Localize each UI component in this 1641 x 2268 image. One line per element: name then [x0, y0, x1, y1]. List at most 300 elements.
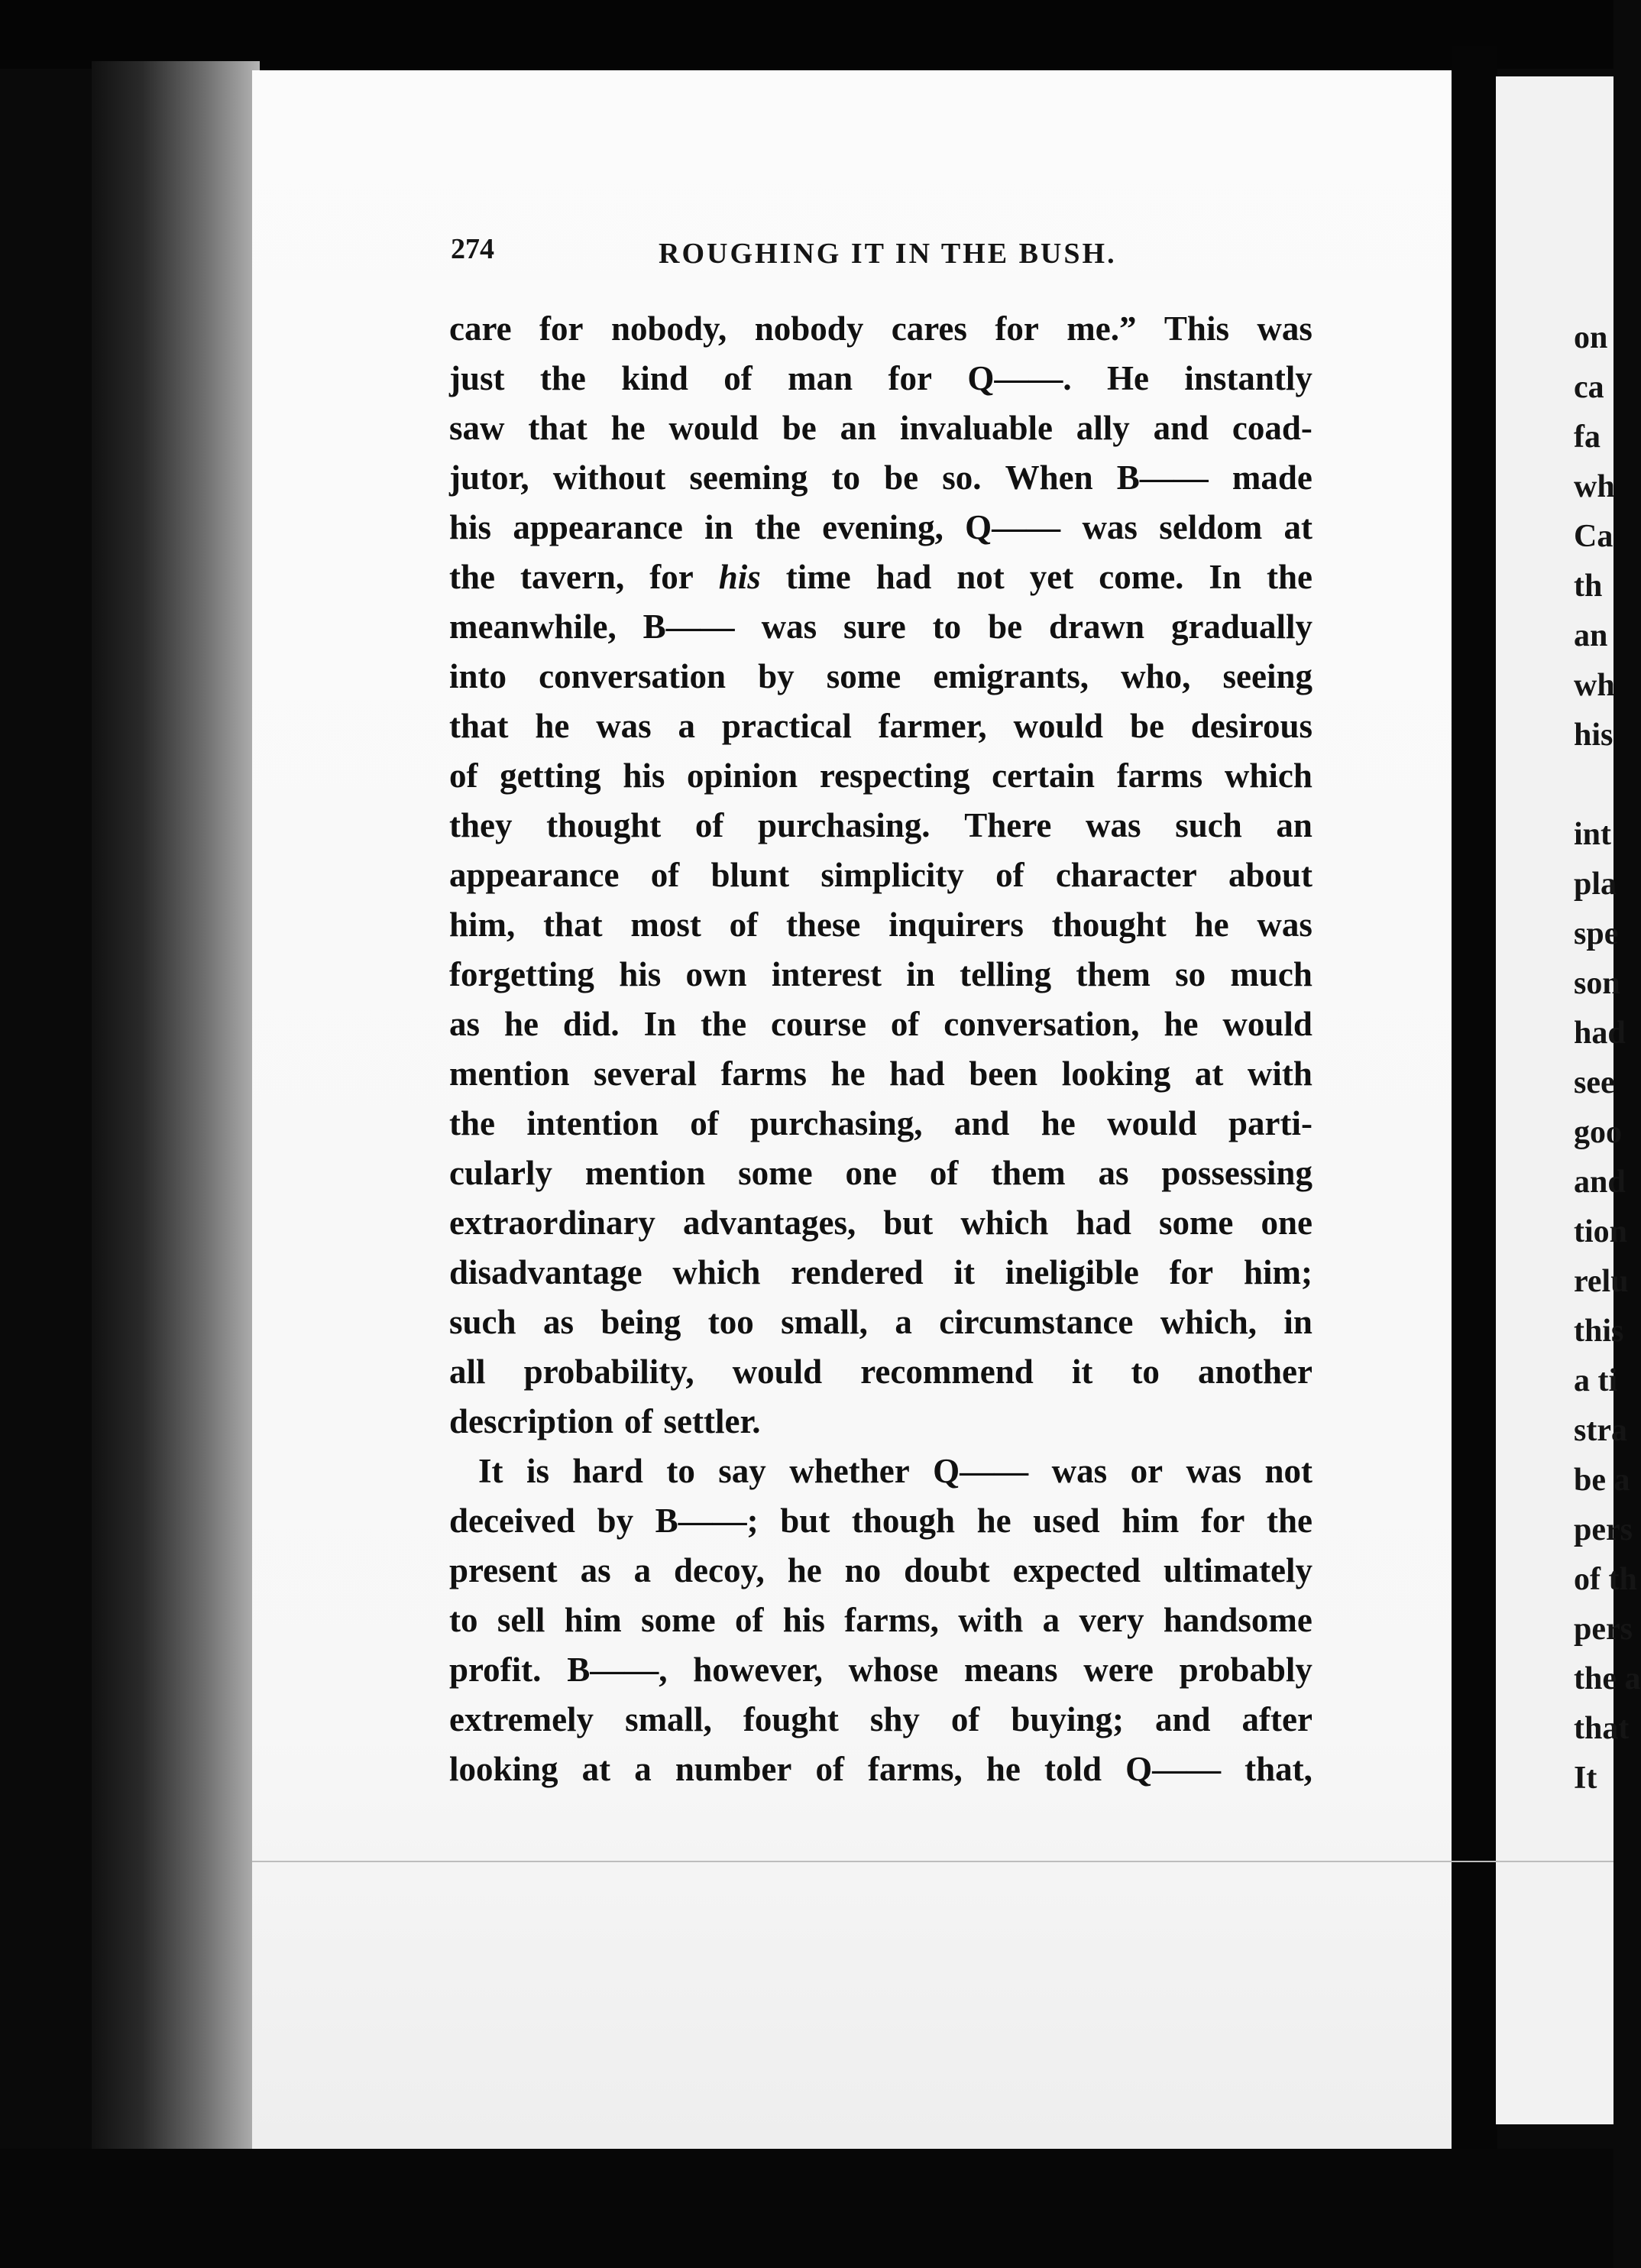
word: it: [1071, 1353, 1093, 1391]
text-line: [449, 304, 1312, 354]
word: was: [1186, 1452, 1241, 1490]
word: instantly: [1184, 359, 1312, 397]
facing-page-fragment: Ca: [1574, 519, 1613, 554]
word: that: [528, 409, 587, 447]
word: is: [526, 1452, 549, 1490]
text-line: [449, 354, 1312, 403]
word: B——: [642, 608, 735, 646]
scan-border-top: [0, 0, 1613, 69]
word: purchasing,: [750, 1104, 923, 1142]
word: me.”: [1066, 309, 1137, 348]
word: be: [782, 409, 817, 447]
word: however,: [693, 1651, 823, 1689]
word: had: [1076, 1204, 1131, 1242]
word: whether: [789, 1452, 910, 1490]
word: farms,: [844, 1601, 939, 1639]
word: B——: [1116, 458, 1209, 497]
word: who,: [1121, 657, 1191, 695]
text-line: [449, 1248, 1312, 1298]
word: would: [668, 409, 759, 447]
word: him: [564, 1601, 622, 1639]
word: Q——: [1125, 1750, 1222, 1788]
word: in: [704, 508, 733, 546]
word: which: [960, 1204, 1049, 1242]
word: getting: [500, 757, 601, 795]
word: desirous: [1190, 707, 1312, 745]
word: of: [929, 1154, 959, 1192]
word: parti-: [1228, 1104, 1312, 1142]
word: be: [1129, 707, 1164, 745]
text-line: [449, 1496, 1312, 1546]
word: cares: [891, 309, 967, 348]
word: without: [552, 458, 666, 497]
facing-page-fragment: spe: [1574, 916, 1619, 951]
word: would: [732, 1353, 823, 1391]
word: his: [449, 508, 492, 546]
word: present: [449, 1551, 558, 1589]
word: into: [449, 657, 507, 695]
word: some: [738, 1154, 813, 1192]
word: for: [888, 359, 932, 397]
word: would: [1222, 1005, 1312, 1043]
word: the: [1266, 1502, 1312, 1540]
word: doubt: [904, 1551, 990, 1589]
word: mention: [449, 1055, 570, 1093]
word: small,: [781, 1303, 868, 1341]
word: farmer,: [878, 707, 987, 745]
facing-page-fragment: pers: [1574, 1612, 1633, 1647]
facing-page-fragment: had: [1574, 1016, 1626, 1051]
word: be: [988, 608, 1023, 646]
word: had: [876, 558, 932, 596]
word: extraordinary: [449, 1204, 655, 1242]
text-line: [449, 602, 1312, 652]
word: as: [542, 1303, 574, 1341]
word: another: [1197, 1353, 1312, 1391]
word: which: [672, 1253, 761, 1291]
word: them: [1076, 955, 1151, 993]
word: jutor,: [449, 458, 529, 497]
word: or: [1130, 1452, 1164, 1490]
word: his: [619, 955, 662, 993]
word: care: [449, 309, 512, 348]
text-line: [449, 1198, 1312, 1248]
facing-page-fragment: tion: [1574, 1214, 1628, 1249]
text-line: [449, 552, 1312, 602]
text-line: [449, 1149, 1312, 1198]
body-text: [449, 304, 1312, 1794]
word: farms: [1116, 757, 1203, 795]
text-line: [449, 1397, 1312, 1447]
word: he: [503, 1005, 539, 1043]
word: he: [535, 707, 570, 745]
word: course: [770, 1005, 866, 1043]
word: the: [1266, 558, 1312, 596]
facing-page-fragment: and: [1574, 1165, 1626, 1200]
word: they: [449, 806, 513, 844]
word: tavern,: [520, 558, 625, 596]
word: thought: [1051, 906, 1167, 944]
word: a: [1042, 1601, 1060, 1639]
word: probability,: [523, 1353, 694, 1391]
word: he: [1164, 1005, 1199, 1043]
word: too: [707, 1303, 754, 1341]
word: was: [1257, 906, 1312, 944]
text-line: [449, 652, 1312, 701]
word: forgetting: [449, 955, 594, 993]
facing-page-fragment: stra: [1574, 1413, 1627, 1448]
word: for: [1169, 1253, 1214, 1291]
word: made: [1232, 458, 1312, 497]
word: whose: [848, 1651, 939, 1689]
text-line: [449, 503, 1312, 552]
text-line: [449, 701, 1312, 751]
text-line: [449, 1695, 1312, 1745]
word: and: [1153, 409, 1209, 447]
text-line: [449, 801, 1312, 851]
word: extremely: [449, 1700, 594, 1738]
word: that,: [1245, 1750, 1312, 1788]
facing-page-fragment: wh: [1574, 668, 1615, 703]
word: When: [1005, 458, 1093, 497]
word: him,: [449, 906, 516, 944]
word: possessing: [1161, 1154, 1312, 1192]
word: thought: [546, 806, 662, 844]
word: This: [1164, 309, 1229, 348]
word: though: [851, 1502, 955, 1540]
word: cularly: [449, 1154, 552, 1192]
facing-page-fragment: of th: [1574, 1562, 1637, 1597]
word: ineligible: [1005, 1253, 1139, 1291]
word: seldom: [1159, 508, 1263, 546]
text-line: [449, 950, 1312, 1000]
word: It: [478, 1452, 503, 1490]
page-header: [451, 229, 1329, 275]
word: much: [1230, 955, 1312, 993]
word: of: [734, 1601, 764, 1639]
word: as: [580, 1551, 611, 1589]
word: coad-: [1232, 409, 1312, 447]
word: the: [539, 359, 586, 397]
word: but: [883, 1204, 934, 1242]
text-line: [449, 453, 1312, 503]
word: Q——: [965, 508, 1061, 546]
text-line: [449, 1645, 1312, 1695]
word: about: [1228, 856, 1312, 894]
word: of: [690, 1104, 719, 1142]
word: at: [1194, 1055, 1224, 1093]
facing-page-fragment: an: [1574, 618, 1608, 653]
facing-page-fragment: that: [1574, 1711, 1630, 1746]
word: such: [1175, 806, 1242, 844]
word: farms,: [868, 1750, 963, 1788]
facing-page-fragment: goo: [1574, 1115, 1622, 1150]
word: telling: [960, 955, 1052, 993]
word: of: [449, 757, 478, 795]
word: character: [1055, 856, 1197, 894]
word: profit.: [449, 1651, 542, 1689]
facing-page-fragment: int: [1574, 817, 1612, 852]
word: sell: [497, 1601, 545, 1639]
facing-page-fragment: the a: [1574, 1661, 1641, 1696]
word: emigrants,: [933, 657, 1089, 695]
word: being: [600, 1303, 681, 1341]
word: of: [650, 856, 680, 894]
word: nobody: [754, 309, 864, 348]
page-number: 274: [451, 233, 494, 265]
word: seeing: [1222, 657, 1312, 695]
word: of: [815, 1750, 844, 1788]
word: in: [1283, 1303, 1312, 1341]
word: a: [678, 707, 696, 745]
word: B——,: [567, 1651, 668, 1689]
word: of: [995, 856, 1024, 894]
word: but: [780, 1502, 830, 1540]
facing-page-fragment: th: [1574, 569, 1603, 604]
word: was: [1051, 1452, 1108, 1490]
word: own: [685, 955, 747, 993]
word: an: [1276, 806, 1312, 844]
facing-page-fragment: his: [1574, 718, 1613, 753]
word: was: [1257, 309, 1312, 348]
word: of: [624, 1402, 653, 1440]
word: at: [581, 1750, 611, 1788]
word: one: [1261, 1204, 1312, 1242]
word: in: [906, 955, 935, 993]
word: of: [694, 806, 724, 844]
word: blunt: [710, 856, 790, 894]
word: shy: [869, 1700, 920, 1738]
word: probably: [1179, 1651, 1312, 1689]
word: rendered: [791, 1253, 924, 1291]
word: he: [830, 1055, 866, 1093]
facing-page-fragment: be a: [1574, 1463, 1630, 1498]
word: his: [623, 757, 665, 795]
word: no: [844, 1551, 882, 1589]
word: was: [761, 608, 817, 646]
text-line: [449, 1298, 1312, 1347]
word: were: [1083, 1651, 1154, 1689]
word: yet: [1029, 558, 1074, 596]
word: farms: [720, 1055, 807, 1093]
word: an: [840, 409, 877, 447]
word: with: [958, 1601, 1024, 1639]
word: would: [1107, 1104, 1197, 1142]
text-line: [449, 751, 1312, 801]
word: Q——.: [967, 359, 1072, 397]
facing-page-text: [1574, 313, 1641, 1803]
text-line: [449, 851, 1312, 900]
facing-page-fragment: son: [1574, 966, 1620, 1001]
word: for: [649, 558, 694, 596]
word: to: [1131, 1353, 1160, 1391]
word: of: [950, 1700, 980, 1738]
word: not: [956, 558, 1005, 596]
word: deceived: [449, 1502, 575, 1540]
word: such: [449, 1303, 516, 1341]
word: settler.: [663, 1402, 761, 1440]
word: he: [986, 1750, 1021, 1788]
word: drawn: [1049, 608, 1145, 646]
word: conversation: [539, 657, 727, 695]
scan-border-bottom: [0, 2149, 1613, 2268]
facing-page-fragment: pers: [1574, 1512, 1633, 1547]
word: a: [633, 1551, 652, 1589]
word: did.: [562, 1005, 620, 1043]
word: and: [953, 1104, 1010, 1142]
word: of: [723, 359, 753, 397]
word: There: [964, 806, 1052, 844]
word: looking: [1061, 1055, 1171, 1093]
word: practical: [721, 707, 852, 745]
word: invaluable: [899, 409, 1053, 447]
word: he: [787, 1551, 822, 1589]
word: appearance: [449, 856, 620, 894]
word: the: [754, 508, 801, 546]
word: opinion: [687, 757, 798, 795]
word: the: [449, 558, 495, 596]
word: by: [597, 1502, 634, 1540]
word: by: [758, 657, 795, 695]
word: ultimately: [1163, 1551, 1312, 1589]
word: inquirers: [888, 906, 1024, 944]
word: description: [449, 1402, 614, 1440]
word: of: [729, 906, 759, 944]
word: these: [785, 906, 861, 944]
word: disadvantage: [449, 1253, 642, 1291]
word: and: [1154, 1700, 1211, 1738]
word: was: [596, 707, 652, 745]
word: meanwhile,: [449, 608, 617, 646]
word: one: [845, 1154, 897, 1192]
text-line: [449, 1546, 1312, 1596]
word: some: [641, 1601, 716, 1639]
facing-page-fragment: fa: [1574, 420, 1601, 455]
text-line: [449, 403, 1312, 453]
word: some: [826, 657, 901, 695]
word: would: [1013, 707, 1104, 745]
book-edge-left: [92, 61, 260, 2185]
word: In: [1209, 558, 1241, 596]
text-line: [449, 900, 1312, 950]
word: his: [782, 1601, 825, 1639]
word: come.: [1099, 558, 1184, 596]
facing-page-fragment: relu: [1574, 1264, 1629, 1299]
word: ally: [1076, 409, 1130, 447]
text-line: [449, 1596, 1312, 1645]
word: the: [701, 1005, 747, 1043]
word: very: [1079, 1601, 1144, 1639]
word: gradually: [1170, 608, 1312, 646]
word: as: [449, 1005, 481, 1043]
facing-page-fragment: a ti: [1574, 1363, 1618, 1398]
word: saw: [449, 409, 505, 447]
word: he: [1041, 1104, 1076, 1142]
word: the: [449, 1104, 495, 1142]
word: appearance: [513, 508, 683, 546]
word: time: [785, 558, 851, 596]
word: was: [1086, 806, 1141, 844]
word: just: [449, 359, 505, 397]
word: so.: [942, 458, 982, 497]
word: fought: [743, 1700, 839, 1738]
word: number: [675, 1750, 792, 1788]
word: interest: [771, 955, 882, 993]
word: B——;: [655, 1502, 759, 1540]
word: been: [969, 1055, 1038, 1093]
word: as: [1098, 1154, 1129, 1192]
word: he: [1194, 906, 1229, 944]
text-line: [449, 1049, 1312, 1099]
word: certain: [992, 757, 1096, 795]
word: that: [543, 906, 603, 944]
word: In: [643, 1005, 677, 1043]
word: them: [991, 1154, 1066, 1192]
word: hard: [572, 1452, 643, 1490]
word: with: [1247, 1055, 1312, 1093]
facing-page-fragment: pla: [1574, 867, 1617, 902]
text-line: [449, 1099, 1312, 1149]
word: Q——: [933, 1452, 1029, 1490]
word: it: [953, 1253, 975, 1291]
word: for: [539, 309, 584, 348]
word: he: [610, 409, 646, 447]
word: means: [963, 1651, 1058, 1689]
running-title: ROUGHING IT IN THE BUSH.: [659, 238, 1117, 270]
word: handsome: [1163, 1601, 1312, 1639]
text-line: [449, 1000, 1312, 1049]
scan-fold-line: [252, 1861, 1613, 1862]
word: a: [634, 1750, 652, 1788]
word: his: [718, 558, 761, 596]
word: him: [1122, 1502, 1180, 1540]
word: man: [788, 359, 853, 397]
word: purchasing.: [758, 806, 931, 844]
word: told: [1044, 1750, 1102, 1788]
word: looking: [449, 1750, 558, 1788]
word: which,: [1160, 1303, 1257, 1341]
facing-page-fragment: on: [1574, 320, 1608, 355]
word: used: [1033, 1502, 1100, 1540]
word: some: [1158, 1204, 1234, 1242]
word: was: [1082, 508, 1138, 546]
word: mention: [584, 1154, 706, 1192]
word: conversation,: [943, 1005, 1140, 1043]
text-line: [449, 1447, 1312, 1496]
word: several: [594, 1055, 697, 1093]
word: to: [449, 1601, 478, 1639]
facing-page-fragment: wh: [1574, 469, 1615, 504]
word: expected: [1012, 1551, 1141, 1589]
facing-page-fragment: It: [1574, 1761, 1597, 1796]
book-gutter: [1452, 46, 1497, 2247]
word: for: [995, 309, 1039, 348]
paragraph-gap: [1574, 760, 1620, 810]
word: most: [630, 906, 701, 944]
word: to: [666, 1452, 695, 1490]
facing-page-fragment: see: [1574, 1065, 1615, 1100]
word: for: [1200, 1502, 1245, 1540]
word: He: [1106, 359, 1149, 397]
word: buying;: [1011, 1700, 1124, 1738]
word: to: [932, 608, 962, 646]
word: recommend: [860, 1353, 1034, 1391]
word: to: [831, 458, 860, 497]
text-line: [449, 1347, 1312, 1397]
word: he: [976, 1502, 1011, 1540]
word: advantages,: [682, 1204, 856, 1242]
word: simplicity: [820, 856, 964, 894]
